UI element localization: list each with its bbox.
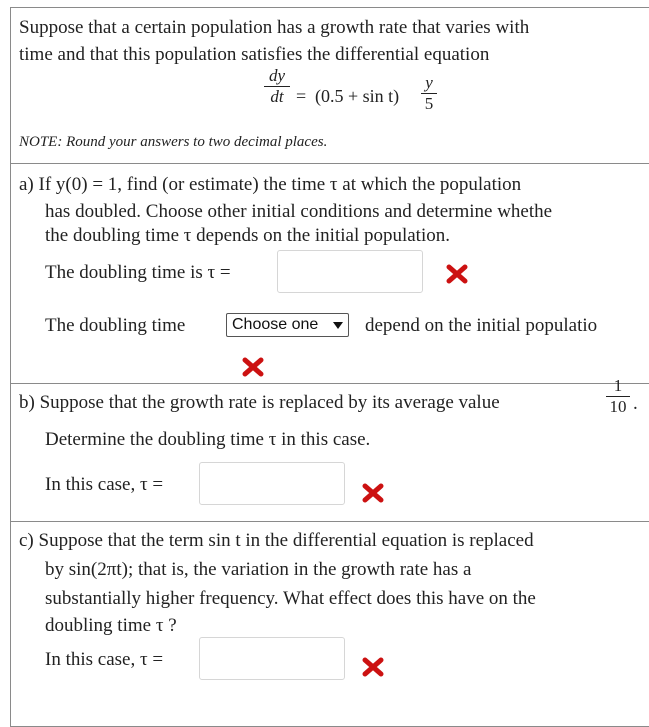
part-a-select-prefix: The doubling time xyxy=(45,315,186,336)
equation-rhs-fraction xyxy=(421,74,437,113)
section-divider xyxy=(10,521,649,522)
part-c-line-4: doubling time τ ? xyxy=(45,615,177,636)
part-a-line-3: the doubling time τ depends on the initial population. xyxy=(45,225,450,246)
equation-rhs-numerator: y xyxy=(425,73,433,92)
part-c-answer-label: In this case, τ = xyxy=(45,649,164,670)
average-value-numerator: 1 xyxy=(613,376,623,395)
intro-line-2: time and that this population satisfies the differential equation xyxy=(19,44,490,65)
depends-dropdown-value: Choose one xyxy=(232,316,319,333)
part-a-answer-input[interactable] xyxy=(277,250,423,293)
caret-down-icon xyxy=(333,322,343,329)
part-b-answer-input[interactable] xyxy=(199,462,345,505)
part-c-answer-input[interactable] xyxy=(199,637,345,680)
part-a-answer-label: The doubling time is τ = xyxy=(45,262,231,283)
equation-lhs-numerator: dy xyxy=(268,66,286,85)
part-a-select-suffix: depend on the initial populatio xyxy=(365,315,598,336)
part-c-line-1: c) Suppose that the term sin t in the differential equation is replaced xyxy=(19,530,534,551)
equation-rhs-denominator: 5 xyxy=(424,94,434,113)
incorrect-x-icon xyxy=(446,263,468,285)
incorrect-x-icon xyxy=(242,356,264,378)
depends-dropdown[interactable] xyxy=(226,313,349,337)
part-c-line-2: by sin(2πt); that is, the variation in the growth rate has a xyxy=(45,559,472,580)
part-b-answer-label: In this case, τ = xyxy=(45,474,164,495)
equation-equals: = xyxy=(296,86,307,106)
part-b-line-1: b) Suppose that the growth rate is replaced by its average value xyxy=(19,392,500,413)
section-divider xyxy=(10,383,649,384)
rounding-note: NOTE: Round your answers to two decimal places. xyxy=(19,134,328,150)
average-value-fraction xyxy=(606,377,630,416)
equation-rhs-factor: (0.5 + sin t) xyxy=(315,86,400,106)
section-divider xyxy=(10,163,649,164)
part-b-line-2: Determine the doubling time τ in this case. xyxy=(45,429,371,450)
incorrect-x-icon xyxy=(362,656,384,678)
equation-lhs-denominator: dt xyxy=(270,87,284,106)
part-a-line-1: a) If y(0) = 1, find (or estimate) the time τ at which the population xyxy=(19,174,522,195)
average-value-denominator: 10 xyxy=(609,397,627,416)
part-c-line-3: substantially higher frequency. What effect does this have on the xyxy=(45,588,536,609)
equation-lhs-fraction xyxy=(264,67,290,106)
incorrect-x-icon xyxy=(362,482,384,504)
part-b-period: . xyxy=(633,393,638,414)
part-a-line-2: has doubled. Choose other initial conditions and determine whethe xyxy=(45,201,553,222)
intro-line-1: Suppose that a certain population has a growth rate that varies with xyxy=(19,17,530,38)
